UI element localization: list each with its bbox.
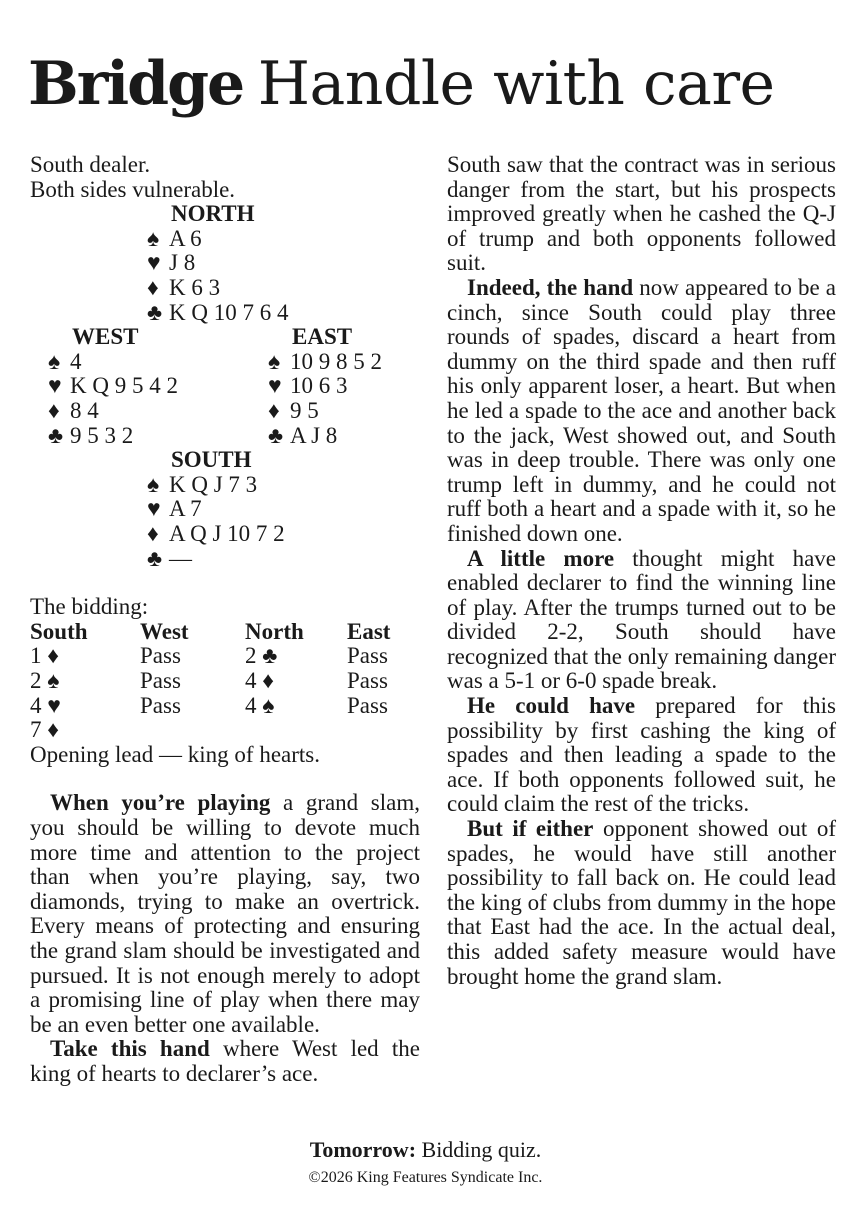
column-brand: Bridge xyxy=(28,49,244,119)
diamond-icon: ♦ xyxy=(147,520,159,546)
north-spades: A 6 xyxy=(169,225,202,251)
diamond-icon: ♦ xyxy=(147,274,159,300)
east-label: EAST xyxy=(292,324,353,350)
article-paragraph: He could have prepared for this possibility by first cashing the king of spades and then leading a spade to the ace. If both opponents followed suit, he could claim the rest of the tricks. xyxy=(447,693,837,817)
north-hand xyxy=(147,202,288,325)
north-hearts: J 8 xyxy=(169,250,196,276)
east-hearts: 10 6 3 xyxy=(290,373,348,399)
bidding-table xyxy=(30,620,420,743)
deal-diagram xyxy=(30,202,420,595)
article-paragraph: But if either opponent showed out of spades, he would have still another possibility to fall back on. He could lead the king of clubs from dummy in the hope that East had the ace. In the actual deal, this added safety measure would have brought home the grand slam. xyxy=(447,816,837,989)
club-icon: ♣ xyxy=(147,545,163,571)
article-paragraph: Take this hand where West led the king of hearts to declarer’s ace. xyxy=(30,1036,420,1086)
club-icon: ♣ xyxy=(48,422,64,448)
spade-icon: ♠ xyxy=(147,225,160,251)
copyright: ©2026 King Features Syndicate Inc. xyxy=(308,1169,543,1186)
heart-icon: ♥ xyxy=(147,250,161,276)
east-clubs: A J 8 xyxy=(290,422,338,448)
heart-icon: ♥ xyxy=(268,373,282,399)
north-label: NORTH xyxy=(171,201,255,227)
article-paragraph: A little more thought might have enabled declarer to find the winning line of play. After the trumps turned out to be divided 2-2, South should have recognized that the only remaining danger was a 5-1 or 6-0 spade break. xyxy=(447,545,836,694)
bidding-label: The bidding: xyxy=(30,594,149,620)
bidding-row: 2 ♠ Pass 4 ♦ Pass xyxy=(30,667,388,693)
heart-icon: ♥ xyxy=(147,496,161,522)
south-clubs: — xyxy=(169,545,192,571)
article-paragraph-continued: South saw that the contract was in serious danger from the start, but his prospects improved greatly when he cashed the Q-J of trump and both opponents followed suit. xyxy=(447,152,836,276)
west-hearts: K Q 9 5 4 2 xyxy=(70,373,178,399)
article-paragraph: When you’re playing a grand slam, you should be willing to devote much more time and attention to the project than when you’re playing, say, two diamonds, trying to make an overtrick. Every means of protecting and ensuring the grand slam should be investigated and pursued. It is not enough merely to adopt a promising line of play when there may be an even better one available. xyxy=(30,790,420,1037)
east-spades: 10 9 8 5 2 xyxy=(290,348,382,374)
bidding-row: 4 ♥ Pass 4 ♠ Pass xyxy=(30,692,388,718)
west-hand xyxy=(48,325,178,448)
south-spades: K Q J 7 3 xyxy=(169,471,258,497)
south-hearts: A 7 xyxy=(169,496,202,522)
west-spades: 4 xyxy=(70,348,82,374)
south-label: SOUTH xyxy=(171,447,252,473)
west-diamonds: 8 4 xyxy=(70,397,99,423)
club-icon: ♣ xyxy=(268,422,284,448)
diamond-icon: ♦ xyxy=(48,397,60,423)
right-column xyxy=(447,153,836,989)
west-clubs: 9 5 3 2 xyxy=(70,422,134,448)
article-paragraph: Indeed, the hand now appeared to be a cinch, since South could play three rounds of spades, discard a heart from dummy on the third spade and then ruff his only apparent loser, a heart. But when he led a spade to the ace and another back to the jack, West showed out, and South was in deep trouble. There was only one trump left in dummy, and he could not ruff both a heart and a spade with it, so he finished down one. xyxy=(447,274,836,546)
bidding-header: South West North East xyxy=(30,618,391,644)
south-diamonds: A Q J 10 7 2 xyxy=(169,520,285,546)
spade-icon: ♠ xyxy=(48,348,61,374)
spade-icon: ♠ xyxy=(268,348,281,374)
tomorrow-line: Tomorrow: Bidding quiz. xyxy=(309,1137,542,1162)
heart-icon: ♥ xyxy=(48,373,62,399)
headline-text: Handle with care xyxy=(257,49,775,119)
bidding-row: 7 ♦ xyxy=(30,717,59,743)
vulnerability-line: Both sides vulnerable. xyxy=(30,176,236,202)
north-clubs: K Q 10 7 6 4 xyxy=(169,299,289,325)
east-hand xyxy=(268,325,382,448)
left-column xyxy=(30,153,420,1087)
bidding-row: 1 ♦ Pass 2 ♣ Pass xyxy=(30,643,388,669)
north-diamonds: K 6 3 xyxy=(169,274,221,300)
dealer-line: South dealer. xyxy=(30,152,151,177)
club-icon: ♣ xyxy=(147,299,163,325)
east-diamonds: 9 5 xyxy=(290,397,319,423)
headline xyxy=(28,49,775,119)
spade-icon: ♠ xyxy=(147,471,160,497)
diamond-icon: ♦ xyxy=(268,397,280,423)
opening-lead: Opening lead — king of hearts. xyxy=(30,741,320,767)
south-hand xyxy=(147,448,285,571)
west-label: WEST xyxy=(72,324,139,350)
